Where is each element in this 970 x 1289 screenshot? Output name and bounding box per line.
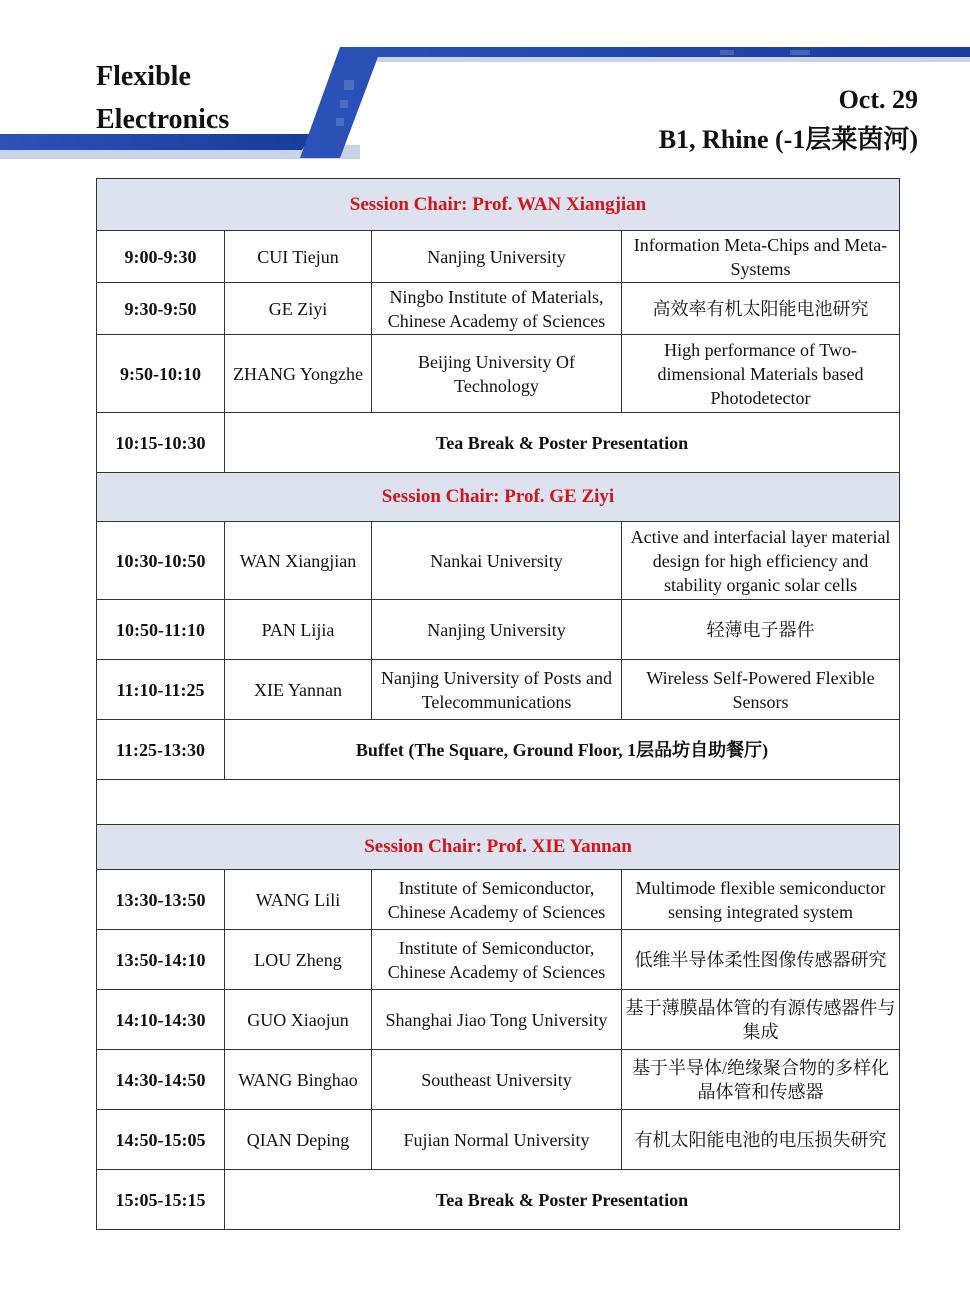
break-label: Tea Break & Poster Presentation	[225, 413, 900, 473]
talk-topic: 基于半导体/绝缘聚合物的多样化晶体管和传感器	[622, 1050, 900, 1110]
table-row	[97, 870, 900, 930]
talk-speaker: PAN Lijia	[225, 600, 372, 660]
talk-time: 9:50-10:10	[97, 335, 225, 413]
table-row	[97, 930, 900, 990]
talk-topic: Multimode flexible semiconductor sensing integrated system	[622, 870, 900, 930]
session-venue: B1, Rhine (-1层莱茵河)	[658, 125, 918, 154]
talk-affiliation: Nanjing University	[372, 600, 622, 660]
session-chair: Session Chair: Prof. WAN Xiangjian	[97, 179, 900, 231]
talk-topic: Information Meta-Chips and Meta-Systems	[622, 231, 900, 283]
talk-topic: Active and interfacial layer material design for high efficiency and stability organic solar cells	[622, 522, 900, 600]
talk-speaker: LOU Zheng	[225, 930, 372, 990]
conference-title	[96, 55, 229, 141]
talk-affiliation: Beijing University Of Technology	[372, 335, 622, 413]
table-row	[97, 335, 900, 413]
talk-time: 9:30-9:50	[97, 283, 225, 335]
break-time: 10:15-10:30	[97, 413, 225, 473]
talk-topic: 有机太阳能电池的电压损失研究	[622, 1110, 900, 1170]
lunch-label: Buffet (The Square, Ground Floor, 1层品坊自助餐厅)	[225, 720, 900, 780]
session-chair: Session Chair: Prof. XIE Yannan	[97, 825, 900, 870]
talk-topic: 基于薄膜晶体管的有源传感器件与集成	[622, 990, 900, 1050]
lunch-row	[97, 720, 900, 780]
talk-time: 9:00-9:30	[97, 231, 225, 283]
talk-affiliation: Nanjing University of Posts and Telecommunications	[372, 660, 622, 720]
talk-speaker: GUO Xiaojun	[225, 990, 372, 1050]
talk-time: 14:10-14:30	[97, 990, 225, 1050]
talk-affiliation: Institute of Semiconductor, Chinese Academy of Sciences	[372, 930, 622, 990]
talk-time: 10:30-10:50	[97, 522, 225, 600]
table-row	[97, 600, 900, 660]
session-chair-row	[97, 825, 900, 870]
talk-speaker: XIE Yannan	[225, 660, 372, 720]
talk-time: 11:10-11:25	[97, 660, 225, 720]
talk-speaker: ZHANG Yongzhe	[225, 335, 372, 413]
talk-time: 13:50-14:10	[97, 930, 225, 990]
table-row	[97, 1050, 900, 1110]
talk-time: 10:50-11:10	[97, 600, 225, 660]
session-date: Oct. 29	[838, 85, 918, 114]
session-chair: Session Chair: Prof. GE Ziyi	[97, 473, 900, 522]
talk-time: 14:50-15:05	[97, 1110, 225, 1170]
talk-affiliation: Southeast University	[372, 1050, 622, 1110]
talk-topic: 轻薄电子器件	[622, 600, 900, 660]
talk-speaker: CUI Tiejun	[225, 231, 372, 283]
talk-speaker: WANG Binghao	[225, 1050, 372, 1110]
spacer-cell	[97, 780, 900, 825]
table-row	[97, 990, 900, 1050]
talk-topic: 高效率有机太阳能电池研究	[622, 283, 900, 335]
talk-affiliation: Nanjing University	[372, 231, 622, 283]
talk-time: 13:30-13:50	[97, 870, 225, 930]
talk-speaker: WANG Lili	[225, 870, 372, 930]
table-row	[97, 522, 900, 600]
talk-affiliation: Fujian Normal University	[372, 1110, 622, 1170]
talk-affiliation: Ningbo Institute of Materials, Chinese Academy of Sciences	[372, 283, 622, 335]
date-venue	[659, 80, 918, 160]
table-row	[97, 660, 900, 720]
session-chair-row	[97, 473, 900, 522]
table-row	[97, 1110, 900, 1170]
schedule-table	[96, 178, 900, 1230]
spacer-row	[97, 780, 900, 825]
talk-affiliation: Institute of Semiconductor, Chinese Academy of Sciences	[372, 870, 622, 930]
session-chair-row	[97, 179, 900, 231]
lunch-time: 11:25-13:30	[97, 720, 225, 780]
break-time: 15:05-15:15	[97, 1170, 225, 1230]
talk-affiliation: Shanghai Jiao Tong University	[372, 990, 622, 1050]
break-row	[97, 1170, 900, 1230]
table-row	[97, 231, 900, 283]
table-row	[97, 283, 900, 335]
talk-speaker: QIAN Deping	[225, 1110, 372, 1170]
talk-time: 14:30-14:50	[97, 1050, 225, 1110]
break-row	[97, 413, 900, 473]
talk-topic: High performance of Two-dimensional Materials based Photodetector	[622, 335, 900, 413]
talk-topic: 低维半导体柔性图像传感器研究	[622, 930, 900, 990]
talk-speaker: WAN Xiangjian	[225, 522, 372, 600]
title-line2: Electronics	[96, 104, 230, 135]
talk-topic: Wireless Self-Powered Flexible Sensors	[622, 660, 900, 720]
title-line1: Flexible	[96, 61, 191, 92]
break-label: Tea Break & Poster Presentation	[225, 1170, 900, 1230]
talk-speaker: GE Ziyi	[225, 283, 372, 335]
talk-affiliation: Nankai University	[372, 522, 622, 600]
